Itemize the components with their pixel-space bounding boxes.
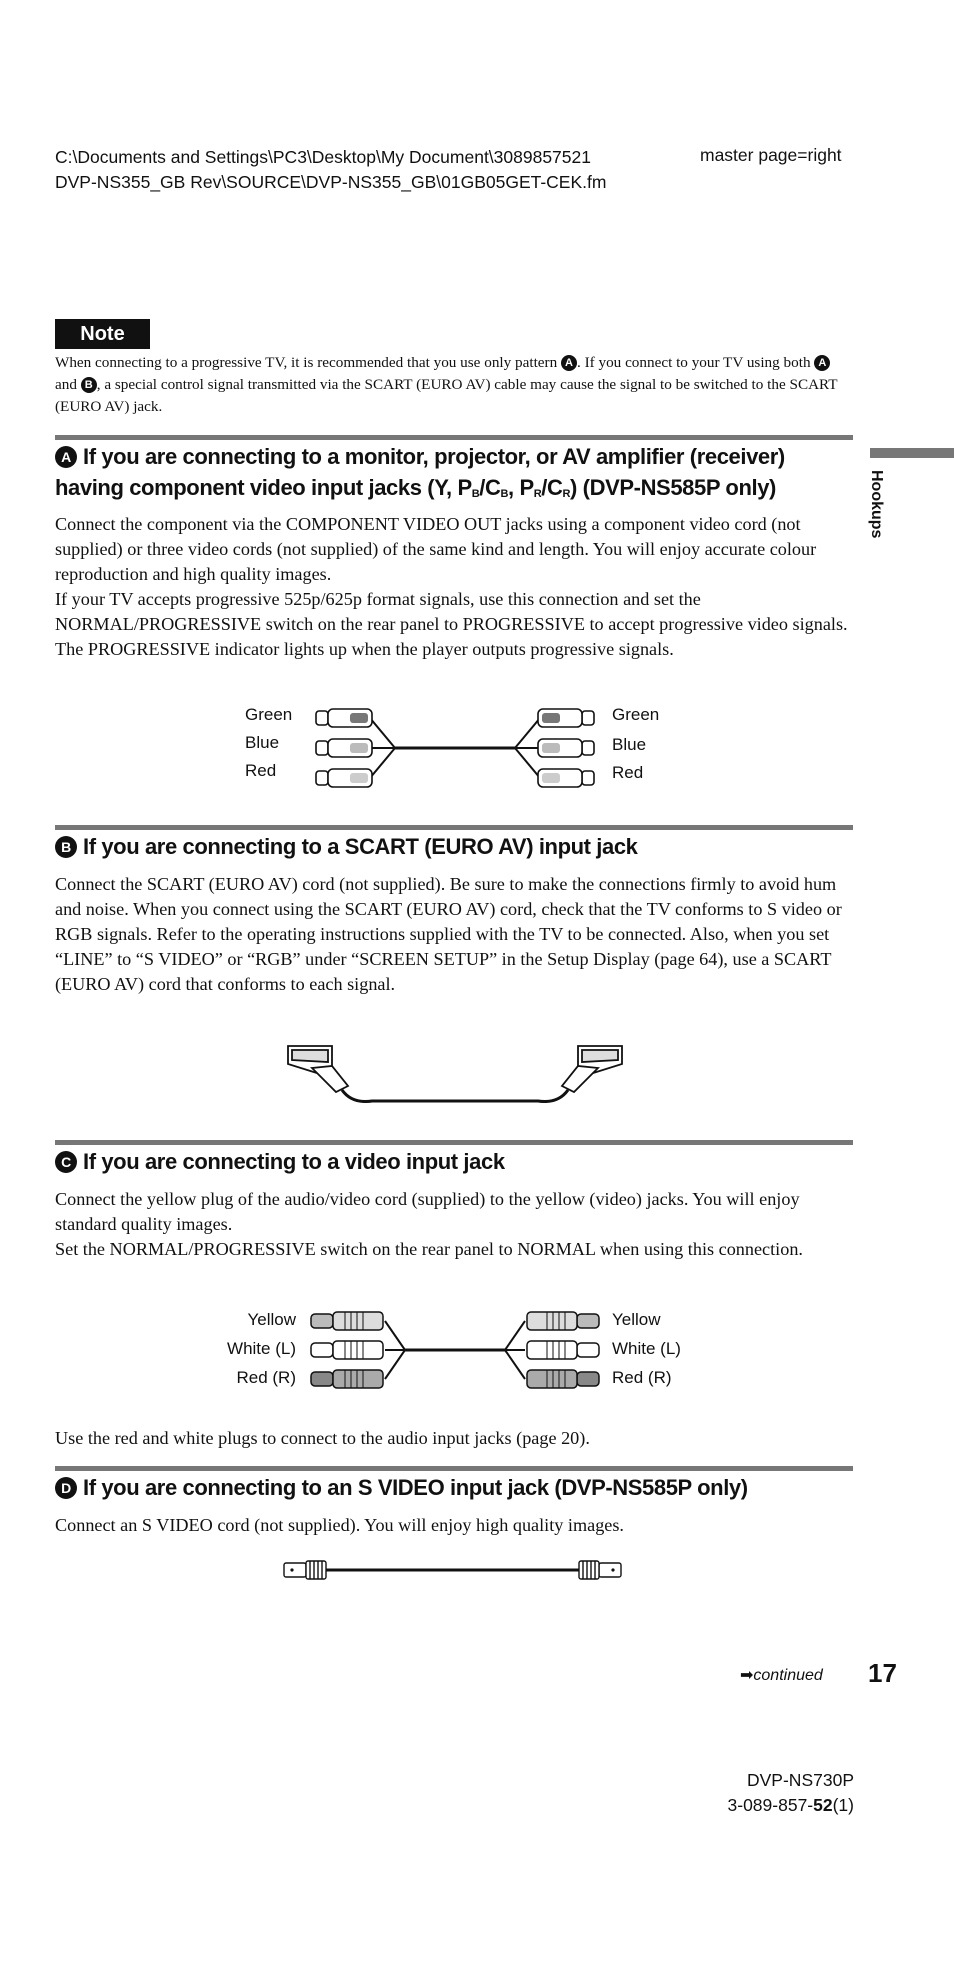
section-c-body: Connect the yellow plug of the audio/video cord (supplied) to the yellow (video) jacks. You will enjoy standard quality images. Set the NORMAL/PROGRESSIVE switch on the rear panel to NORMAL when using this connection. [55, 1189, 803, 1259]
note-text-part: , a special control signal transmitted via the SCART (EURO AV) cable may cause the signal to be switched to the SCART (EURO AV) jack. [55, 376, 838, 415]
note-label: Note [55, 319, 150, 349]
note-text-part: and [55, 376, 77, 393]
section-b-body: Connect the SCART (EURO AV) cord (not supplied). Be sure to make the connections firmly to avoid hum and noise. When you connect using the SCART (EURO AV) cord, check that the TV conforms to S video or RGB signals. Refer to the operating instructions supplied with the TV to be connected. Also, when you set “LINE” to “S VIDEO” or “RGB” under “SCREEN SETUP” in the Setup Display (page 64), use a SCART (EURO AV) cord that conforms to each signal. [55, 874, 842, 994]
title-text: If you are connecting to an S VIDEO input jack (DVP-NS585P only) [83, 1475, 748, 1500]
section-c-title [55, 1146, 855, 1177]
side-tab-label: Hookups [868, 470, 885, 539]
side-tab-bar [870, 448, 954, 458]
title-part: , P [508, 475, 534, 500]
page-number: 17 [868, 1658, 897, 1688]
section-c-after-text: Use the red and white plugs to connect to the audio input jacks (page 20). [55, 1428, 590, 1448]
label-blue-left: Blue [245, 733, 280, 752]
note-text-part: When connecting to a progressive TV, it is recommended that you use only pattern [55, 354, 558, 371]
file-path-header: C:\Documents and Settings\PC3\Desktop\My Document\3089857521 DVP-NS355_GB Rev\SOURCE\DVP-NS355_GB\01GB05GET-CEK.fm [55, 147, 607, 192]
marker-a-icon: A [561, 355, 577, 371]
s-video-cable-illustration [280, 1555, 625, 1585]
marker-d-icon: D [55, 1477, 77, 1499]
section-rule [55, 1466, 853, 1471]
label-red-right: Red (R) [612, 1368, 672, 1387]
label-red-left: Red [245, 761, 277, 780]
arrow-right-icon: ➡ [740, 1667, 754, 1684]
title-part: /C [541, 475, 563, 500]
label-red-left: Red (R) [236, 1368, 296, 1387]
section-rule [55, 825, 853, 830]
title-part: ) (DVP-NS585P only) [570, 475, 776, 500]
marker-a-icon: A [55, 446, 77, 468]
label-green-right: Green [612, 705, 660, 724]
model-number: DVP-NS730P [747, 1770, 854, 1790]
marker-b-icon: B [81, 377, 97, 393]
title-part: If you are connecting to a monitor, projector, or AV amplifier (receiver) having component video input jacks (Y, P [55, 444, 785, 500]
component-cable-illustration [300, 700, 610, 790]
marker-b-icon: B [55, 836, 77, 858]
title-text: If you are connecting to a video input jack [83, 1149, 505, 1174]
note-text [55, 352, 855, 418]
subscript: R [533, 488, 542, 500]
section-a-title [55, 441, 855, 510]
subscript: B [500, 488, 509, 500]
note-text-part: . If you connect to your TV using both [576, 354, 811, 371]
continued-label [740, 1665, 823, 1685]
label-white-right: White (L) [612, 1339, 681, 1358]
section-d-body: Connect an S VIDEO cord (not supplied). You will enjoy high quality images. [55, 1515, 624, 1535]
section-rule [55, 1140, 853, 1145]
label-red-right: Red [612, 763, 644, 782]
scart-cable-illustration [280, 1038, 630, 1103]
subscript: R [562, 488, 571, 500]
label-blue-right: Blue [612, 735, 647, 754]
section-d-title [55, 1472, 855, 1503]
section-b-title [55, 831, 855, 862]
code-prefix: 3-089-857- [727, 1795, 814, 1815]
document-code [640, 1795, 854, 1816]
label-white-left: White (L) [227, 1339, 296, 1358]
section-rule [55, 435, 853, 440]
section-a-body: Connect the component via the COMPONENT VIDEO OUT jacks using a component video cord (not supplied) or three video cords (not supplied) of the same kind and length. You will enjoy accurate colour reproduction and high quality images. If your TV accepts progressive 525p/625p format signals, use this connection and set the NORMAL/PROGRESSIVE switch on the rear panel to PROGRESSIVE to accept progressive video signals. The PROGRESSIVE indicator lights up when the player outputs progressive signals. [55, 514, 848, 659]
code-suffix: (1) [832, 1795, 854, 1815]
continued-text: continued [753, 1667, 823, 1684]
label-yellow-left: Yellow [247, 1310, 296, 1329]
av-cable-illustration [305, 1305, 605, 1395]
master-page-label: master page=right [700, 145, 842, 165]
marker-a-icon: A [814, 355, 830, 371]
marker-c-icon: C [55, 1151, 77, 1173]
code-bold: 52 [813, 1795, 833, 1815]
label-yellow-right: Yellow [612, 1310, 661, 1329]
label-green-left: Green [245, 705, 293, 724]
subscript: B [471, 488, 480, 500]
title-part: /C [479, 475, 501, 500]
title-text: If you are connecting to a SCART (EURO AV) input jack [83, 834, 638, 859]
